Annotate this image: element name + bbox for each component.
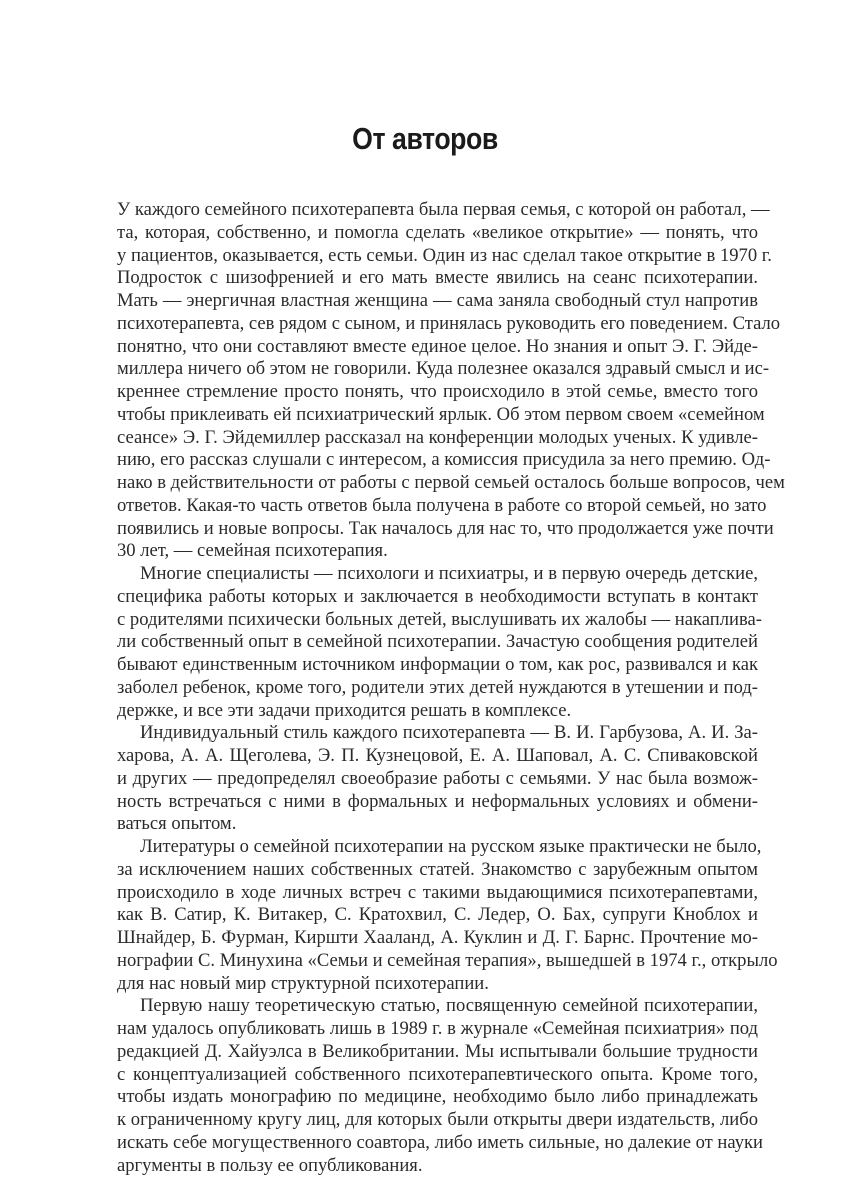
text-line: Индивидуальный стиль каждого психотерапевта — В. И. Гарбузова, А. И. За- <box>140 722 758 744</box>
text-line: нографии С. Минухина «Семьи и семейная терапия», вышедшей в 1974 г., открыло <box>117 949 778 971</box>
page-title: От авторов <box>352 120 498 156</box>
text-line: за исключением наших собственных статей. Знакомство с зарубежным опытом <box>117 858 758 880</box>
text-line: бывают единственным источником информации о том, как рос, развивался и как <box>117 654 758 675</box>
paragraph <box>117 995 763 1177</box>
text-line: чтобы издать монографию по медицине, необходимо было либо принадлежать <box>117 1086 758 1108</box>
text-line: У каждого семейного психотерапевта была первая семья, с которой он работал, — <box>117 199 770 220</box>
text-line: ответов. Какая-то часть ответов была получена в работе со второй семьей, но зато <box>117 494 767 516</box>
text-line: нако в действительности от работы с первой семьей осталось больше вопросов, чем <box>117 472 785 493</box>
text-line: нам удалось опубликовать лишь в 1989 г. в журнале «Семейная психиатрия» под <box>117 1018 758 1039</box>
text-line: ность встречаться с ними в формальных и неформальных условиях и обмени- <box>117 790 758 812</box>
text-line: та, которая, собственно, и помогла сделать «великое открытие» — понять, что <box>117 221 758 243</box>
text-line: ли собственный опыт в семейной психотерапии. Зачастую сообщения родителей <box>117 631 758 653</box>
paragraph <box>117 199 785 563</box>
text-line: к ограниченному кругу лиц, для которых были открыты двери издательств, либо <box>117 1109 758 1130</box>
text-line: Мать — энергичная властная женщина — сама заняла свободный стул напротив <box>117 290 758 311</box>
text-line: заболел ребенок, кроме того, родители этих детей нуждаются в утешении и под- <box>117 676 758 698</box>
text-line: для нас новый мир структурной психотерапии. <box>117 972 489 994</box>
text-line: редакцией Д. Хайуэлса в Великобритании. Мы испытывали большие трудности <box>117 1040 758 1062</box>
text-line: Литературы о семейной психотерапии на русском языке практически не было, <box>140 836 762 857</box>
text-line: чтобы приклеивать ей психиатрический ярлык. Об этом первом своем «семейном <box>117 403 765 425</box>
text-line: Первую нашу теоретическую статью, посвященную семейной психотерапии, <box>140 995 758 1017</box>
text-line: у пациентов, оказывается, есть семьи. Один из нас сделал такое открытие в 1970 г. <box>117 244 772 266</box>
paragraph <box>117 563 762 722</box>
text-line: с концептуализацией собственного психотерапевтического опыта. Кроме того, <box>117 1063 758 1085</box>
text-line: миллера ничего об этом не говорили. Куда полезнее оказался здравый смысл и ис- <box>117 358 770 380</box>
text-line: понятно, что они составляют вместе единое целое. Но знания и опыт Э. Г. Эйде- <box>117 335 758 357</box>
text-line: появились и новые вопросы. Так началось для нас то, что продолжается уже почти <box>117 517 774 539</box>
text-line: психотерапевта, сев рядом с сыном, и принялась руководить его поведением. Стало <box>117 312 781 334</box>
text-line: как В. Сатир, К. Витакер, С. Кратохвил, С. Ледер, О. Бах, супруги Кноблох и <box>117 904 758 926</box>
paragraph <box>117 722 758 836</box>
text-line: Подросток с шизофренией и его мать вместе явились на сеанс психотерапии. <box>117 267 758 289</box>
text-line: Многие специалисты — психологи и психиатры, и в первую очередь детские, <box>140 563 758 584</box>
text-line: сеансе» Э. Г. Эйдемиллер рассказал на конференции молодых ученых. К удивле- <box>117 426 758 448</box>
text-line: держке, и все эти задачи приходится решать в комплексе. <box>117 699 572 721</box>
text-line: креннее стремление просто понять, что происходило в этой семье, вместо того <box>117 381 758 402</box>
text-line: харова, А. А. Щеголева, Э. П. Кузнецовой, Е. А. Шаповал, А. С. Спиваковской <box>117 745 758 766</box>
text-line: ваться опытом. <box>117 813 237 835</box>
text-line: аргументы в пользу ее опубликования. <box>117 1154 423 1176</box>
text-line: Шнайдер, Б. Фурман, Киршти Хааланд, А. Куклин и Д. Г. Барнс. Прочтение мо- <box>117 927 758 948</box>
text-line: искать себе могущественного соавтора, либо иметь сильные, но далекие от науки <box>117 1131 763 1153</box>
text-line: нию, его рассказ слушали с интересом, а комиссия присудила за него премию. Од- <box>117 449 771 471</box>
text-line: и других — предопределял своеобразие работы с семьями. У нас была возмож- <box>117 767 758 789</box>
text-line: специфика работы которых и заключается в необходимости вступать в контакт <box>117 585 758 607</box>
body-text <box>117 199 785 1177</box>
text-line: с родителями психически больных детей, выслушивать их жалобы — накаплива- <box>117 608 762 630</box>
text-line: происходило в ходе личных встреч с такими выдающимися психотерапевтами, <box>117 881 758 903</box>
text-line: 30 лет, — семейная психотерапия. <box>117 540 388 562</box>
paragraph <box>117 836 778 995</box>
